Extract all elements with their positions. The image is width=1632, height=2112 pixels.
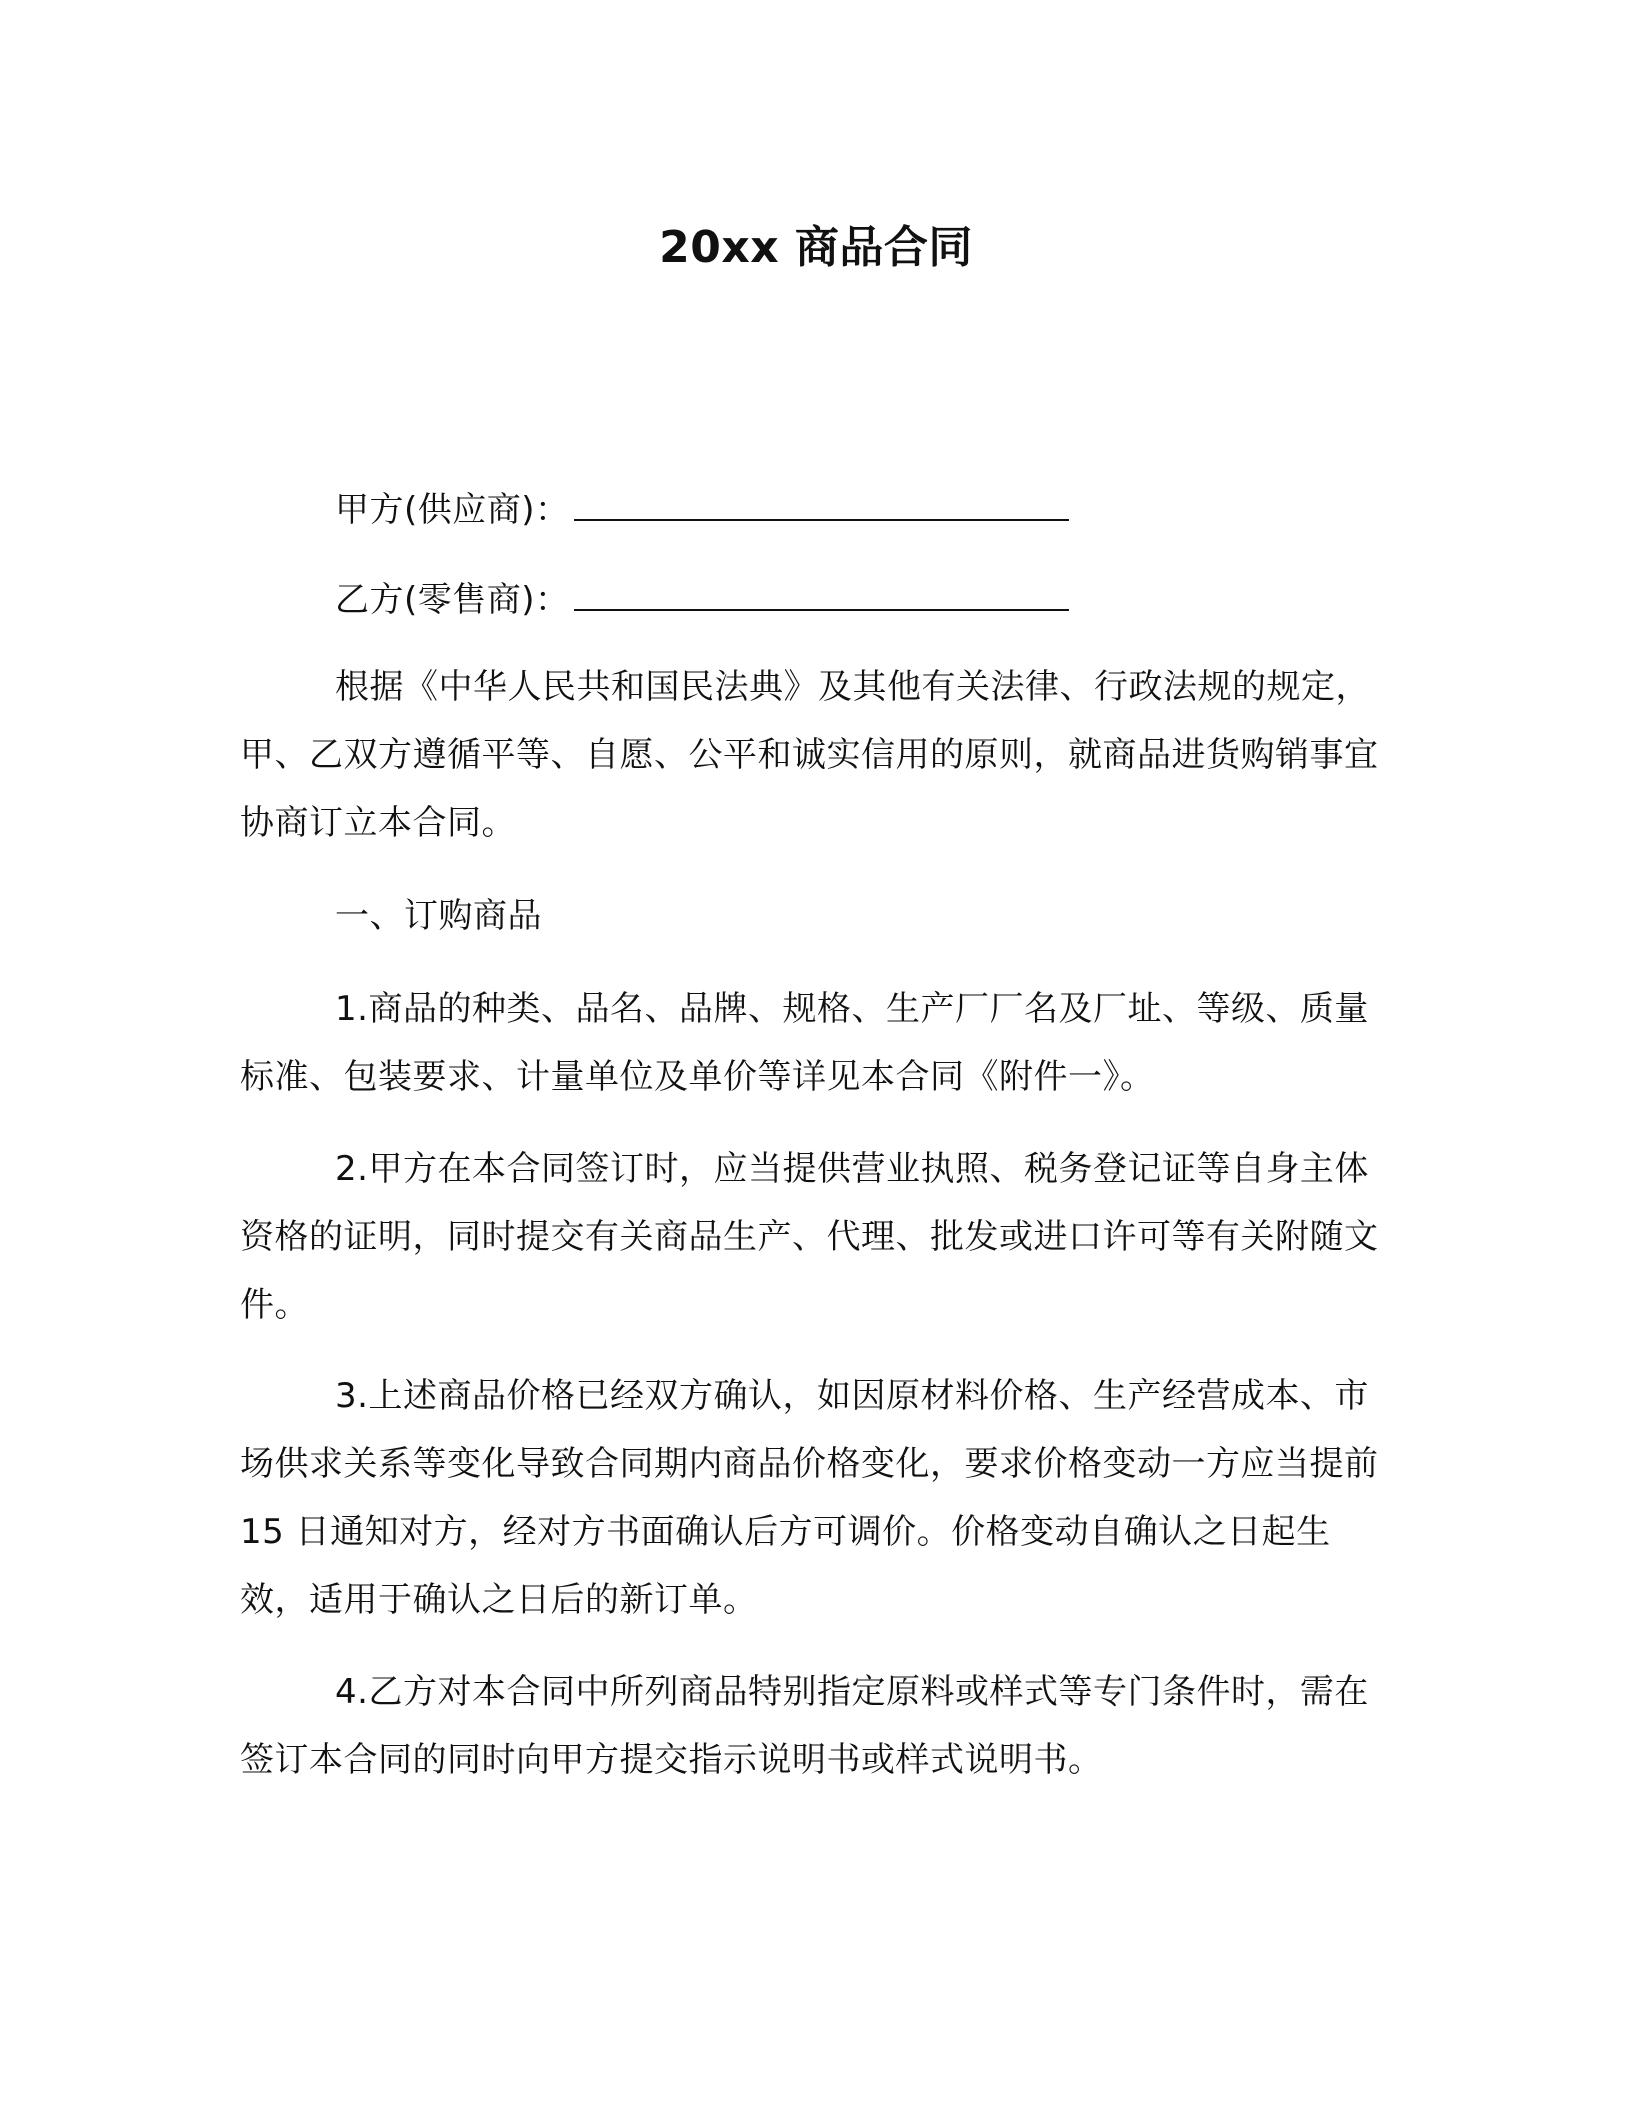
- section-1-heading: 一、订购商品: [335, 896, 542, 936]
- clause-3-paragraph: 3.上述商品价格已经双方确认，如因原材料价格、生产经营成本、市场供求关系等变化导致合同期内商品价格变化，要求价格变动一方应当提前 15 日通知对方，经对方书面确认后方可调价。价格变动自确认之日起生效，适用于确认之日后的新订单。: [240, 1376, 1379, 1620]
- party-a-blank: [574, 489, 1069, 521]
- clause-4-paragraph: 4.乙方对本合同中所列商品特别指定原料或样式等专门条件时，需在签订本合同的同时向甲方提交指示说明书或样式说明书。: [240, 1672, 1369, 1780]
- party-a-label: 甲方(供应商)：: [335, 490, 570, 530]
- clause-1-block: [240, 975, 1390, 1111]
- clause-2-block: [240, 1135, 1390, 1339]
- party-b-blank: [574, 579, 1069, 611]
- clause-3-block: [240, 1362, 1390, 1634]
- party-b-line: [335, 570, 1069, 630]
- clause-4-block: [240, 1658, 1390, 1794]
- preamble-block: [240, 653, 1390, 857]
- party-b-label: 乙方(零售商)：: [335, 580, 570, 620]
- section-1-block: [240, 882, 1390, 950]
- clause-1-paragraph: 1.商品的种类、品名、品牌、规格、生产厂厂名及厂址、等级、质量标准、包装要求、计量单位及单价等详见本合同《附件一》。: [240, 989, 1369, 1097]
- preamble-paragraph: 根据《中华人民共和国民法典》及其他有关法律、行政法规的规定，甲、乙双方遵循平等、自愿、公平和诚实信用的原则，就商品进货购销事宜协商订立本合同。: [240, 667, 1379, 843]
- party-a-line: [335, 480, 1069, 540]
- page-title: 20xx 商品合同: [659, 222, 973, 273]
- clause-2-paragraph: 2.甲方在本合同签订时，应当提供营业执照、税务登记证等自身主体资格的证明，同时提交有关商品生产、代理、批发或进口许可等有关附随文件。: [240, 1149, 1379, 1325]
